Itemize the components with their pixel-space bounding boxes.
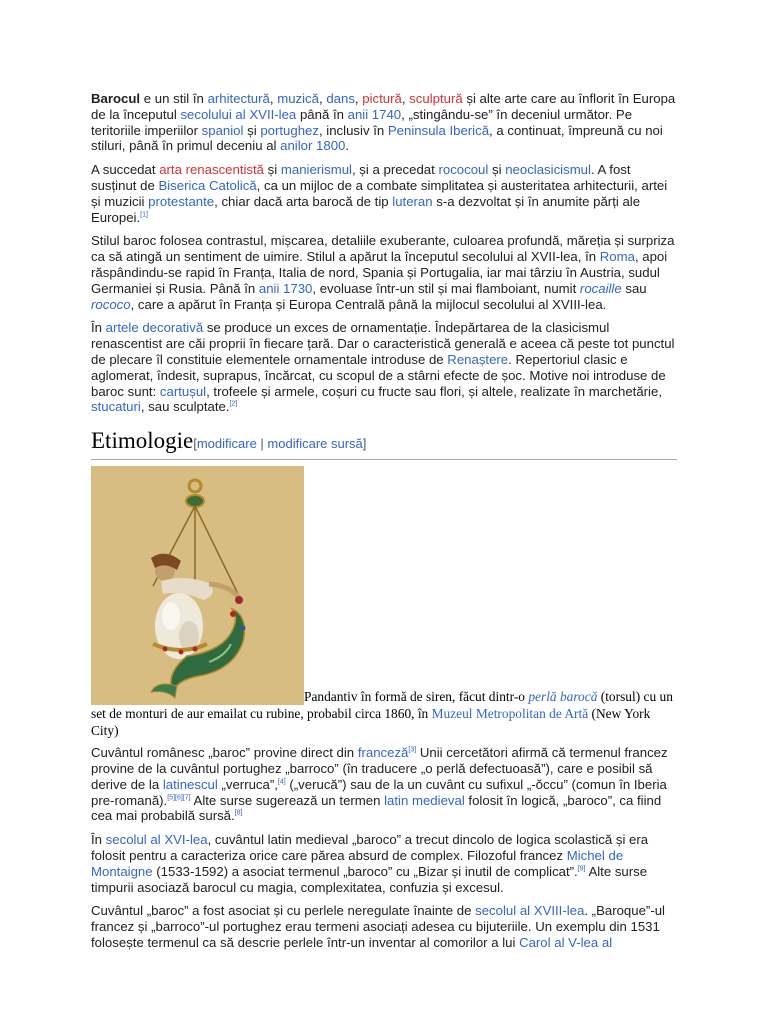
text: și: [488, 162, 506, 178]
link-muzeul-metropolitan[interactable]: Muzeul Metropolitan de Artă: [431, 706, 589, 722]
intro-paragraph-2: [91, 162, 677, 225]
text: , „stingându-se” în deceniul următor. Pe teritoriile imperiilor: [91, 106, 633, 138]
link-montaigne[interactable]: Michel de Montaigne: [91, 847, 624, 879]
siren-pendant-illustration: [91, 466, 304, 705]
text: , și a precedat: [351, 162, 439, 178]
link-biserica-catolica[interactable]: Biserica Catolică: [158, 177, 257, 193]
text: și alte arte care au înflorit în Europa de la începutul: [91, 91, 676, 122]
link-rococoul[interactable]: rococoul: [438, 162, 489, 178]
intro-paragraph-4: [91, 320, 677, 415]
link-renastere[interactable]: Renaștere: [447, 351, 509, 367]
reference-9[interactable]: [9]: [577, 865, 586, 873]
text: s-a dezvoltat și în anumite părți ale Europei.: [91, 193, 641, 225]
caption-text: (New York City): [91, 706, 651, 739]
intro-paragraph-1: [91, 91, 677, 154]
section-heading-etimologie: [91, 427, 677, 460]
link-luteran[interactable]: luteran: [392, 193, 433, 209]
text: , cuvântul latin medieval „baroco” a trecut dincolo de logica scolastică și era folosit pentru a caracteriza orice care părea absurd de complex. Filozoful francez: [91, 832, 649, 863]
link-protestante[interactable]: protestante: [148, 193, 215, 209]
bracket: ]: [362, 436, 367, 452]
link-stucaturi[interactable]: stucaturi: [91, 399, 141, 415]
text: și: [243, 122, 261, 138]
link-carol-v[interactable]: Carol al V-lea al: [519, 934, 613, 950]
link-anilor-1800[interactable]: anilor 1800: [280, 138, 346, 154]
link-latin-medieval[interactable]: latin medieval: [384, 792, 465, 808]
section-title: Etimologie: [91, 428, 194, 454]
link-neoclasicismul[interactable]: neoclasicismul: [505, 162, 591, 178]
edit-section-links: [193, 436, 366, 451]
link-anii-1740[interactable]: anii 1740: [347, 106, 402, 122]
link-manierismul[interactable]: manierismul: [280, 162, 352, 178]
text: Stilul baroc folosea contrastul, mișcarea, detaliile exuberante, culoarea profundă, măreția și surpriza ca să atingă un sentiment de uimire. Stilul a apărut la începutul secolului al XVII-lea, în: [91, 233, 675, 265]
text: . „Baroque”-ul francez și „barroco”-ul portughez erau termeni asociați adesea cu bijuteriile. Un exemplu din 1531 folosește termenul ca să descrie perlele într-un inventar al comorilor a lui: [91, 903, 665, 950]
etymology-paragraph-2: [91, 832, 677, 895]
edit-link[interactable]: modificare: [196, 436, 257, 452]
text: Cuvântul „baroc” a fost asociat și cu perlele neregulate înainte de: [91, 903, 476, 919]
text: Unii cercetători afirmă că termenul francez provine de la cuvântul portughez „barroco” (în traducere „o perlă defectuoasă”), care e posibil să derive de la: [91, 745, 668, 792]
link-perla-baroca[interactable]: perlă barocă: [528, 689, 598, 705]
link-arta-renascentista[interactable]: arta renascentistă: [159, 162, 265, 178]
text: , sau sculptate.: [140, 399, 230, 415]
text: , chiar dacă arta barocă de tip: [214, 193, 393, 209]
bracket: [: [193, 436, 197, 452]
link-dans[interactable]: dans: [326, 91, 355, 106]
link-artele-decorative[interactable]: artele decorativă: [105, 320, 204, 336]
text: , a continuat, împreună cu noi stiluri, până în primul deceniu al: [91, 122, 663, 154]
link-roma[interactable]: Roma: [599, 249, 635, 265]
text: , ca un mijloc de a combate simplitatea și austeritatea arhitecturii, artei și muzicii: [91, 177, 668, 209]
link-anii-1730[interactable]: anii 1730: [258, 280, 313, 296]
text: . A fost susținut de: [91, 162, 631, 193]
text: până în: [296, 106, 348, 122]
link-latinescul[interactable]: latinescul: [162, 776, 218, 792]
text: , apoi răspândindu-se rapid în Franța, Italia de nord, Spania și Portugalia, iar mai târziu în Austria, sudul Germaniei și Rusia. Până în: [91, 249, 668, 296]
link-rococo[interactable]: rococo: [91, 296, 131, 312]
siren-pendant-image[interactable]: [91, 466, 304, 705]
text: ,: [269, 91, 278, 106]
reference-5-6-7[interactable]: [5][6][7]: [167, 794, 191, 802]
link-spaniol[interactable]: spaniol: [201, 122, 244, 138]
reference-1[interactable]: [1]: [140, 211, 148, 219]
text: „verruca”,: [217, 776, 278, 792]
link-cartusul[interactable]: cartușul: [159, 383, 207, 399]
reference-3[interactable]: [3]: [408, 746, 417, 754]
link-peninsula-iberica[interactable]: Peninsula Iberică: [387, 122, 490, 138]
text: ,: [354, 91, 363, 106]
etymology-paragraph-1: [91, 745, 677, 824]
reference-2[interactable]: [2]: [229, 400, 238, 408]
link-secolul-17[interactable]: secolului al XVII-lea: [180, 106, 297, 122]
link-secolul-18[interactable]: secolul al XVIII-lea: [475, 903, 585, 919]
text: .: [345, 138, 350, 154]
text: ,: [401, 91, 410, 106]
link-portughez[interactable]: portughez: [260, 122, 319, 138]
text: , evoluase într-un stil și mai flamboiant, numit: [312, 280, 580, 296]
link-pictura[interactable]: pictură: [362, 91, 402, 106]
link-secolul-16[interactable]: secolul al XVI-lea: [105, 832, 208, 848]
text: , inclusiv în: [318, 122, 388, 138]
text: folosit în logică, „baroco”, ca fiind cea mai probabilă sursă.: [91, 792, 662, 824]
article-body: [91, 91, 677, 959]
text: . Repertoriul clasic e aglomerat, îndesit, suprapus, încărcat, cu scopul de a stârni efecte de șoc. Motive noi introduse de baroc sunt:: [91, 351, 666, 399]
text: În: [91, 320, 106, 336]
etymology-paragraph-3: [91, 903, 677, 950]
caption-text: Pandantiv în formă de siren, făcut dintr-o: [304, 689, 529, 705]
text: (1533-1592) a asociat termenul „baroco” cu „Bizar și inutil de complicat”.: [152, 863, 578, 879]
link-franceza[interactable]: franceză: [357, 745, 409, 761]
text: , care a apărut în Franța și Europa Centrală până la mijlocul secolului al XVIII-lea.: [130, 296, 607, 312]
text: Alte surse timpurii asociază barocul cu magia, complexitatea, confuzia și excesul.: [91, 863, 648, 895]
separator: |: [256, 436, 268, 452]
text: În: [91, 832, 106, 848]
text: („verucă”) sau de la un cuvânt cu sufixul „-ŏccu” (comun în Iberia pre-romană).: [91, 776, 667, 808]
link-muzica[interactable]: muzică: [277, 91, 319, 106]
edit-source-link[interactable]: modificare sursă: [267, 436, 363, 452]
bold-term: Barocul: [91, 91, 141, 106]
text: și: [264, 162, 281, 178]
text: A succedat: [91, 162, 160, 178]
reference-4[interactable]: [4]: [277, 778, 286, 786]
intro-paragraph-3: [91, 233, 677, 312]
reference-8[interactable]: [8]: [234, 809, 243, 817]
link-sculptura[interactable]: sculptură: [409, 91, 463, 106]
text: se produce un exces de ornamentație. Îndepărtarea de la clasicismul renascentist are căi proprii în fiecare țară. Dar o caracteristică generală e aceea că peste tot punctul de plecare îl constituie elementele ornamentale introduse de: [91, 320, 675, 367]
text: Cuvântul românesc „baroc” provine direct din: [91, 745, 358, 761]
text: , trofeele și armele, coșuri cu fructe sau flori, și altele, realizate în marchetărie,: [206, 383, 662, 399]
text: e un stil în: [140, 91, 208, 106]
link-arhitectura[interactable]: arhitectură: [207, 91, 270, 106]
caption-text: (torsul) cu un set de monturi de aur emailat cu rubine, probabil circa 1860, în: [91, 689, 673, 722]
text: sau: [621, 280, 647, 296]
text: ,: [318, 91, 327, 106]
text: Alte surse sugerează un termen: [190, 792, 385, 808]
link-rocaille[interactable]: rocaille: [579, 280, 622, 296]
